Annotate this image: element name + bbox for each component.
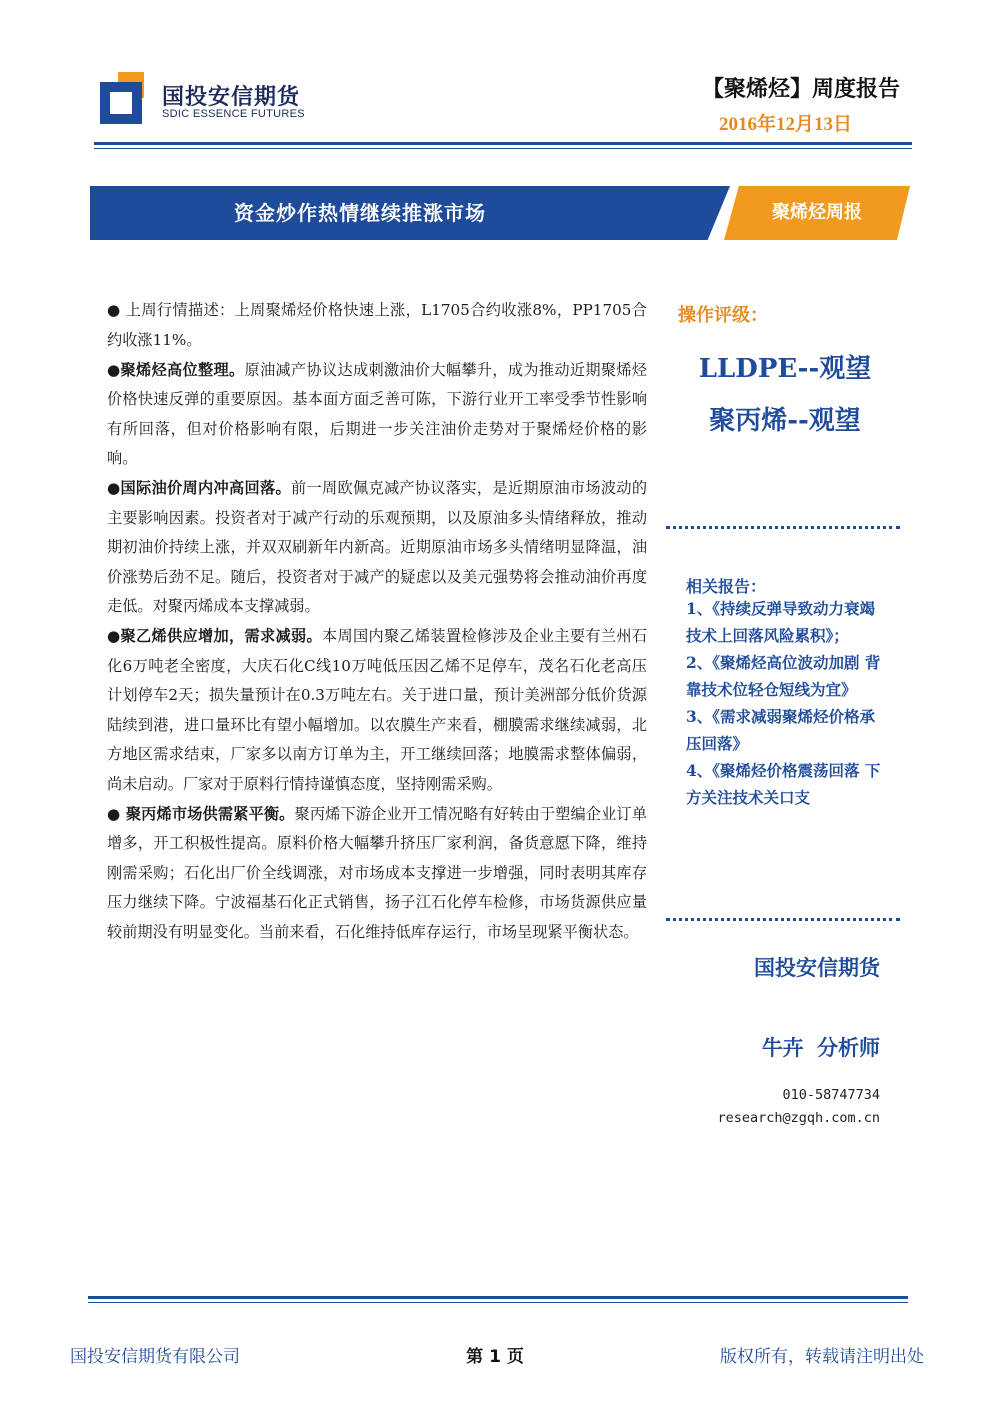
- related-report-item[interactable]: 1、《持续反弹导致动力衰竭 技术上回落风险累积》；: [686, 599, 876, 645]
- paragraph-polyolefin: ●聚烯烃高位整理。原油减产协议达成刺激油价大幅攀升，成为推动近期聚烯烃价格快速反弹的重要原因。基本面方面乏善可陈，下游行业开工率受季节性影响有所回落，但对价格影响有限，后期进一步关注油价走势对于聚烯烃价格的影响。: [107, 360, 647, 468]
- header-divider-thin: [94, 148, 912, 149]
- paragraph-polypropylene: ● 聚丙烯市场供需紧平衡。聚丙烯下游企业开工情况略有好转由于塑编企业订单增多，开工积极性提高。原料价格大幅攀升挤压厂家利润，备货意愿下降，维持刚需采购；石化出厂价全线调涨，对市场成本支撑进一步增强，同时表明其库存压力继续下降。宁波福基石化正式销售，扬子江石化停车检修，市场货源供应量较前期没有明显变化。当前来看，石化维持低库存运行，市场呈现紧平衡状态。: [107, 804, 648, 941]
- related-report-item[interactable]: 3、《需求减弱聚烯烃价格承压回落》: [686, 707, 876, 753]
- sidebar-divider: [666, 918, 900, 921]
- operation-rating-label: 操作评级：: [678, 305, 768, 326]
- report-body: [107, 296, 647, 948]
- logo-chinese-name: 国投安信期货: [162, 85, 301, 110]
- paragraph-lead: ●国际油价周内冲高回落。: [107, 479, 291, 498]
- report-category-tag: 聚烯烃周报: [772, 202, 862, 223]
- related-report-item[interactable]: 4、《聚烯烃价格震荡回落 下方关注技术关口支: [686, 761, 881, 807]
- analyst-name: 牛卉 分析师: [761, 1036, 880, 1060]
- contact-phone: 010-58747734: [782, 1087, 880, 1103]
- logo-mark-icon: [100, 72, 152, 124]
- sidebar-divider: [666, 526, 900, 529]
- related-report-item[interactable]: 2、《聚烯烃高位波动加剧 背靠技术位轻仓短线为宜》: [686, 653, 881, 699]
- firm-name: 国投安信期货: [754, 956, 880, 980]
- rating-lldpe: LLDPE--观望: [698, 354, 872, 384]
- paragraph-lead: ●聚乙烯供应增加，需求减弱。: [107, 627, 322, 646]
- company-logo: [100, 72, 310, 128]
- related-reports-title: 相关报告：: [686, 577, 767, 596]
- contact-email[interactable]: research@zgqh.com.cn: [717, 1110, 880, 1126]
- page-number: 第 1 页: [466, 1347, 524, 1367]
- rating-pp: 聚丙烯--观望: [709, 406, 861, 436]
- footer-company: 国投安信期货有限公司: [70, 1347, 240, 1367]
- report-date: 2016年12月13日: [718, 114, 852, 135]
- title-banner: [90, 186, 910, 240]
- paragraph-oil-price: ●国际油价周内冲高回落。前一周欧佩克减产协议落实，是近期原油市场波动的主要影响因素。投资者对于减产行动的乐观预期，以及原油多头情绪释放，推动期初油价持续上涨，并双双刷新年内新高。近期原油市场多头情绪明显降温，油价涨势后劲不足。随后，投资者对于减产的疑虑以及美元强势将会推动油价再度走低。对聚丙烯成本支撑减弱。: [107, 479, 647, 616]
- paragraph-polyethylene: ●聚乙烯供应增加，需求减弱。本周国内聚乙烯装置检修涉及企业主要有兰州石化6万吨老全密度，大庆石化C线10万吨低压因乙烯不足停车，茂名石化老高压计划停车2天；损失量预计在0.3万吨左右。关于进口量，预计美洲部分低价货源陆续到港，进口量环比有望小幅增加。以农膜生产来看，棚膜需求继续减弱，北方地区需求结束，厂家多以南方订单为主，开工继续回落；地膜需求整体偏弱，尚未启动。厂家对于原料行情持谨慎态度，坚持刚需采购。: [107, 627, 647, 793]
- paragraph-market-summary: ● 上周行情描述：上周聚烯烃价格快速上涨，L1705合约收涨8%，PP1705合约收涨11%。: [107, 301, 647, 349]
- related-reports-list: [686, 596, 882, 812]
- footer-divider: [88, 1296, 908, 1299]
- report-headline: 资金炒作热情继续推涨市场: [234, 201, 486, 225]
- footer-copyright: 版权所有，转载请注明出处: [720, 1347, 924, 1367]
- paragraph-lead: ● 聚丙烯市场供需紧平衡。: [107, 804, 295, 823]
- report-type: 【聚烯烃】周度报告: [701, 76, 900, 102]
- logo-english-name: SDIC ESSENCE FUTURES: [162, 108, 305, 120]
- paragraph-lead: ●聚烯烃高位整理。: [107, 360, 245, 379]
- header-divider: [94, 142, 912, 145]
- footer-divider-thin: [88, 1302, 908, 1303]
